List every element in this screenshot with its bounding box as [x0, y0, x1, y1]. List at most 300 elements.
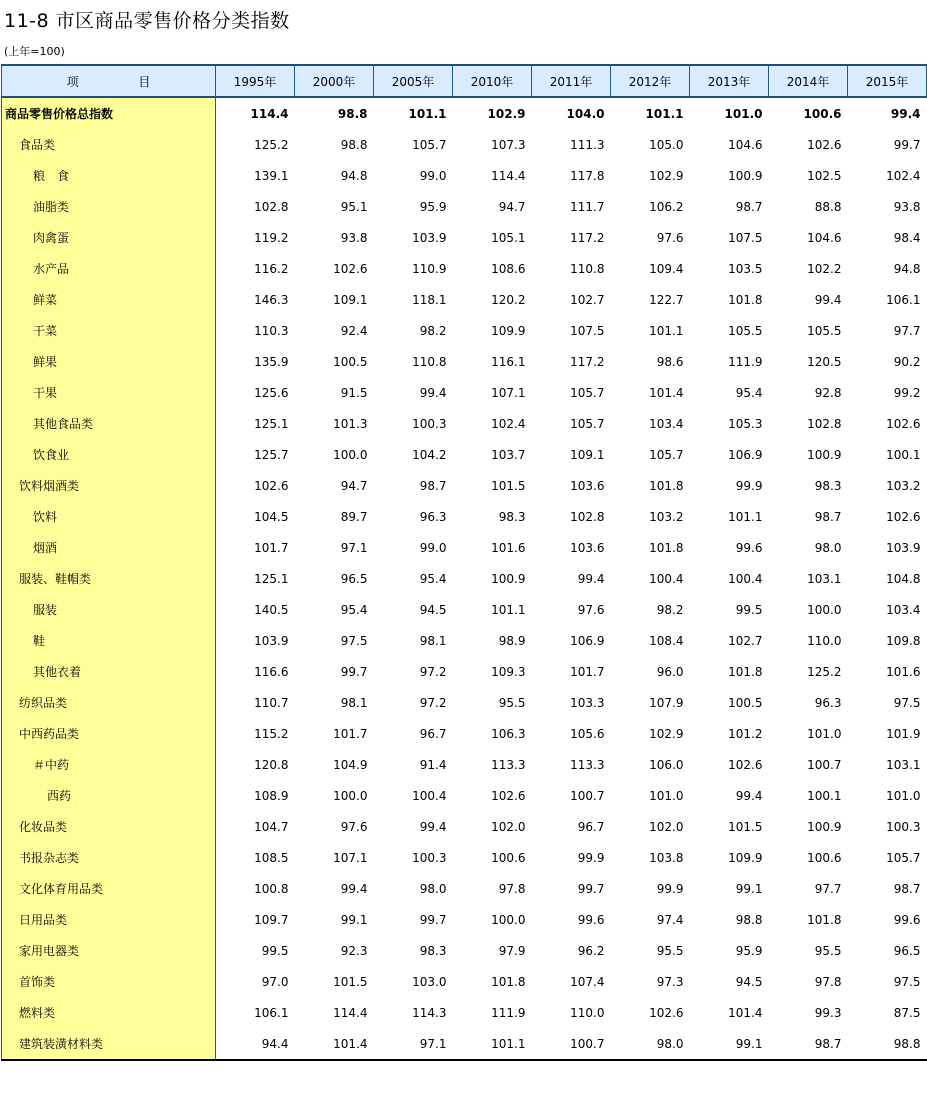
- cell-value: 107.5: [728, 230, 763, 245]
- cell-value: 119.2: [254, 230, 289, 245]
- cell-value: 110.7: [254, 695, 289, 710]
- table-row: [2, 873, 927, 904]
- cell-value: 109.4: [649, 261, 684, 276]
- cell-value: 114.4: [491, 168, 526, 183]
- cell-value: 104.8: [886, 571, 921, 586]
- cell-value: 135.9: [254, 354, 289, 369]
- cell-value: 98.7: [419, 478, 447, 493]
- cell-value: 102.2: [807, 261, 842, 276]
- table-title: 11-8 市区商品零售价格分类指数: [4, 10, 290, 32]
- cell-value: 101.9: [886, 726, 921, 741]
- cell-value: 103.9: [886, 540, 921, 555]
- cell-value: 95.9: [419, 199, 447, 214]
- cell-value: 99.4: [890, 106, 921, 121]
- cell-value: 114.3: [412, 1005, 447, 1020]
- cell-value: 107.3: [491, 137, 526, 152]
- cell-value: 100.9: [807, 447, 842, 462]
- table-row: [2, 842, 927, 873]
- cell-value: 90.2: [893, 354, 921, 369]
- cell-value: 102.6: [807, 137, 842, 152]
- cell-value: 93.8: [340, 230, 368, 245]
- table-row: [2, 439, 927, 470]
- cell-value: 97.7: [893, 323, 921, 338]
- cell-value: 110.8: [412, 354, 447, 369]
- cell-value: 125.2: [254, 137, 289, 152]
- cell-value: 101.0: [724, 106, 763, 121]
- cell-value: 98.3: [814, 478, 842, 493]
- cell-value: 92.8: [814, 385, 842, 400]
- cell-value: 99.2: [893, 385, 921, 400]
- table-row: [2, 253, 927, 284]
- cell-value: 100.0: [491, 912, 526, 927]
- cell-value: 110.9: [412, 261, 447, 276]
- table-row: [2, 160, 927, 191]
- cell-value: 95.4: [735, 385, 763, 400]
- row-label: 服装、鞋帽类: [2, 563, 216, 594]
- cell-value: 95.1: [340, 199, 368, 214]
- row-label: 家用电器类: [2, 935, 216, 966]
- cell-value: 98.2: [419, 323, 447, 338]
- cell-value: 103.7: [491, 447, 526, 462]
- cell-value: 120.2: [491, 292, 526, 307]
- cell-value: 101.8: [491, 974, 526, 989]
- row-label: 饮食业: [2, 439, 216, 470]
- table-row: [2, 625, 927, 656]
- cell-value: 99.1: [735, 881, 763, 896]
- cell-value: 100.5: [333, 354, 368, 369]
- cell-value: 94.5: [735, 974, 763, 989]
- cell-value: 99.0: [419, 540, 447, 555]
- table-row: [2, 935, 927, 966]
- cell-value: 106.9: [728, 447, 763, 462]
- cell-value: 104.7: [254, 819, 289, 834]
- cell-value: 98.4: [893, 230, 921, 245]
- cell-value: 140.5: [254, 602, 289, 617]
- row-label: 鞋: [2, 625, 216, 656]
- row-label: 燃料类: [2, 997, 216, 1028]
- cell-value: 102.6: [254, 478, 289, 493]
- cell-value: 94.8: [340, 168, 368, 183]
- cell-value: 101.0: [807, 726, 842, 741]
- cell-value: 97.1: [374, 1028, 453, 1060]
- cell-value: 95.5: [814, 943, 842, 958]
- cell-value: 95.5: [656, 943, 684, 958]
- cell-value: 101.1: [649, 323, 684, 338]
- cell-value: 98.7: [735, 199, 763, 214]
- table-row: [2, 594, 927, 625]
- row-label: ＃中药: [2, 749, 216, 780]
- cell-value: 100.5: [728, 695, 763, 710]
- cell-value: 108.5: [254, 850, 289, 865]
- cell-value: 101.4: [295, 1028, 374, 1060]
- table-row: [2, 997, 927, 1028]
- cell-value: 110.0: [807, 633, 842, 648]
- cell-value: 99.7: [893, 137, 921, 152]
- row-label: 水产品: [2, 253, 216, 284]
- cell-value: 96.5: [893, 943, 921, 958]
- table-row: [2, 532, 927, 563]
- cell-value: 101.8: [649, 478, 684, 493]
- cell-value: 101.5: [728, 819, 763, 834]
- table-row: [2, 718, 927, 749]
- cell-value: 103.3: [570, 695, 605, 710]
- cell-value: 105.7: [886, 850, 921, 865]
- cell-value: 100.8: [254, 881, 289, 896]
- cell-value: 116.6: [254, 664, 289, 679]
- table-row: [2, 501, 927, 532]
- cell-value: 101.2: [728, 726, 763, 741]
- cell-value: 94.7: [498, 199, 526, 214]
- cell-value: 109.1: [570, 447, 605, 462]
- cell-value: 98.7: [893, 881, 921, 896]
- cell-value: 98.8: [735, 912, 763, 927]
- cell-value: 105.7: [570, 416, 605, 431]
- cell-value: 116.2: [254, 261, 289, 276]
- cell-value: 99.5: [261, 943, 289, 958]
- cell-value: 125.6: [254, 385, 289, 400]
- cell-value: 100.9: [807, 819, 842, 834]
- table-row: [2, 346, 927, 377]
- cell-value: 101.8: [728, 292, 763, 307]
- cell-value: 109.7: [254, 912, 289, 927]
- cell-value: 101.1: [645, 106, 684, 121]
- cell-value: 103.9: [254, 633, 289, 648]
- cell-value: 94.7: [340, 478, 368, 493]
- cell-value: 99.9: [735, 478, 763, 493]
- cell-value: 102.7: [570, 292, 605, 307]
- cell-value: 103.5: [728, 261, 763, 276]
- cell-value: 99.4: [577, 571, 605, 586]
- cell-value: 106.2: [649, 199, 684, 214]
- cell-value: 97.2: [419, 664, 447, 679]
- cell-value: 104.6: [728, 137, 763, 152]
- cell-value: 99.6: [893, 912, 921, 927]
- cell-value: 89.7: [340, 509, 368, 524]
- cell-value: 99.7: [577, 881, 605, 896]
- cell-value: 99.4: [419, 385, 447, 400]
- cell-value: 97.6: [656, 230, 684, 245]
- cell-value: 98.3: [498, 509, 526, 524]
- cell-value: 114.4: [250, 106, 289, 121]
- table-row: [2, 191, 927, 222]
- cell-value: 104.6: [807, 230, 842, 245]
- row-label: 鲜果: [2, 346, 216, 377]
- cell-value: 101.3: [333, 416, 368, 431]
- cell-value: 120.5: [807, 354, 842, 369]
- cell-value: 88.8: [814, 199, 842, 214]
- cell-value: 98.1: [419, 633, 447, 648]
- cell-value: 99.6: [577, 912, 605, 927]
- header-year: 2010年: [453, 65, 532, 97]
- table-row: [2, 129, 927, 160]
- cell-value: 101.1: [728, 509, 763, 524]
- table-row: [2, 284, 927, 315]
- row-label: 服装: [2, 594, 216, 625]
- cell-value: 97.1: [340, 540, 368, 555]
- cell-value: 103.4: [649, 416, 684, 431]
- cell-value: 96.3: [419, 509, 447, 524]
- cell-value: 100.0: [807, 602, 842, 617]
- cell-value: 118.1: [412, 292, 447, 307]
- cell-value: 102.4: [886, 168, 921, 183]
- cell-value: 95.9: [735, 943, 763, 958]
- cell-value: 105.3: [728, 416, 763, 431]
- cell-value: 109.9: [491, 323, 526, 338]
- header-year: 2013年: [690, 65, 769, 97]
- cell-value: 102.9: [649, 168, 684, 183]
- row-label: 化妆品类: [2, 811, 216, 842]
- table-row: [2, 563, 927, 594]
- table-row: [2, 687, 927, 718]
- cell-value: 105.5: [728, 323, 763, 338]
- cell-value: 99.6: [735, 540, 763, 555]
- cell-value: 97.0: [261, 974, 289, 989]
- cell-value: 108.9: [254, 788, 289, 803]
- cell-value: 111.7: [570, 199, 605, 214]
- row-label: 日用品类: [2, 904, 216, 935]
- cell-value: 100.3: [886, 819, 921, 834]
- cell-value: 108.4: [649, 633, 684, 648]
- cell-value: 100.1: [807, 788, 842, 803]
- cell-value: 105.6: [570, 726, 605, 741]
- cell-value: 98.0: [419, 881, 447, 896]
- row-label: 鲜菜: [2, 284, 216, 315]
- cell-value: 101.4: [649, 385, 684, 400]
- cell-value: 107.4: [570, 974, 605, 989]
- table-row: [2, 904, 927, 935]
- table-row: [2, 222, 927, 253]
- cell-value: 98.6: [656, 354, 684, 369]
- cell-value: 99.1: [690, 1028, 769, 1060]
- header-item: 项 目: [2, 65, 216, 97]
- cell-value: 100.6: [803, 106, 842, 121]
- row-label: 建筑装潢材料类: [2, 1028, 216, 1060]
- row-label: 中西药品类: [2, 718, 216, 749]
- cell-value: 107.1: [333, 850, 368, 865]
- cell-value: 102.8: [254, 199, 289, 214]
- table-row: [2, 315, 927, 346]
- cell-value: 97.5: [893, 695, 921, 710]
- cell-value: 100.6: [807, 850, 842, 865]
- cell-value: 117.8: [570, 168, 605, 183]
- header-year: 2012年: [611, 65, 690, 97]
- cell-value: 96.2: [577, 943, 605, 958]
- cell-value: 103.8: [649, 850, 684, 865]
- cell-value: 109.8: [886, 633, 921, 648]
- cell-value: 100.7: [570, 788, 605, 803]
- cell-value: 101.7: [254, 540, 289, 555]
- cell-value: 113.3: [570, 757, 605, 772]
- cell-value: 98.0: [611, 1028, 690, 1060]
- cell-value: 107.1: [491, 385, 526, 400]
- cell-value: 102.6: [649, 1005, 684, 1020]
- cell-value: 102.0: [649, 819, 684, 834]
- row-label: 纺织品类: [2, 687, 216, 718]
- cell-value: 105.7: [649, 447, 684, 462]
- row-label: 饮料烟酒类: [2, 470, 216, 501]
- header-year: 2014年: [769, 65, 848, 97]
- table-row: [2, 749, 927, 780]
- cell-value: 96.3: [814, 695, 842, 710]
- cell-value: 101.6: [491, 540, 526, 555]
- row-label: 油脂类: [2, 191, 216, 222]
- cell-value: 110.8: [570, 261, 605, 276]
- cell-value: 101.7: [570, 664, 605, 679]
- cell-value: 105.5: [807, 323, 842, 338]
- cell-value: 114.4: [333, 1005, 368, 1020]
- cell-value: 93.8: [893, 199, 921, 214]
- cell-value: 102.6: [333, 261, 368, 276]
- cell-value: 94.8: [893, 261, 921, 276]
- table-row: [2, 97, 927, 129]
- header-year: 1995年: [216, 65, 295, 97]
- table-row: [2, 966, 927, 997]
- cell-value: 99.9: [577, 850, 605, 865]
- table-body: [2, 97, 927, 1060]
- header-year: 2000年: [295, 65, 374, 97]
- table-row: [2, 408, 927, 439]
- cell-value: 111.9: [491, 1005, 526, 1020]
- row-label: 干果: [2, 377, 216, 408]
- cell-value: 100.3: [412, 850, 447, 865]
- cell-value: 102.6: [728, 757, 763, 772]
- cell-value: 97.8: [498, 881, 526, 896]
- cell-value: 101.8: [807, 912, 842, 927]
- cell-value: 95.5: [498, 695, 526, 710]
- cell-value: 100.9: [491, 571, 526, 586]
- cell-value: 96.7: [419, 726, 447, 741]
- cell-value: 100.7: [807, 757, 842, 772]
- cell-value: 97.6: [577, 602, 605, 617]
- cell-value: 99.0: [419, 168, 447, 183]
- cell-value: 108.6: [491, 261, 526, 276]
- cell-value: 111.9: [728, 354, 763, 369]
- cell-value: 106.0: [649, 757, 684, 772]
- cell-value: 107.9: [649, 695, 684, 710]
- row-label: 书报杂志类: [2, 842, 216, 873]
- cell-value: 101.8: [728, 664, 763, 679]
- cell-value: 120.8: [254, 757, 289, 772]
- cell-value: 103.9: [412, 230, 447, 245]
- cell-value: 104.5: [254, 509, 289, 524]
- row-label: 西药: [2, 780, 216, 811]
- cell-value: 96.5: [340, 571, 368, 586]
- cell-value: 99.3: [814, 1005, 842, 1020]
- cell-value: 103.1: [807, 571, 842, 586]
- cell-value: 102.9: [649, 726, 684, 741]
- cell-value: 105.7: [570, 385, 605, 400]
- cell-value: 99.7: [340, 664, 368, 679]
- cell-value: 97.5: [340, 633, 368, 648]
- cell-value: 110.0: [570, 1005, 605, 1020]
- cell-value: 100.0: [333, 447, 368, 462]
- cell-value: 101.8: [649, 540, 684, 555]
- cell-value: 125.1: [254, 416, 289, 431]
- cell-value: 103.6: [570, 478, 605, 493]
- cell-value: 100.7: [532, 1028, 611, 1060]
- cell-value: 99.7: [419, 912, 447, 927]
- row-label: 首饰类: [2, 966, 216, 997]
- cell-value: 101.1: [453, 1028, 532, 1060]
- cell-value: 115.2: [254, 726, 289, 741]
- cell-value: 122.7: [649, 292, 684, 307]
- cell-value: 95.4: [419, 571, 447, 586]
- cell-value: 103.4: [886, 602, 921, 617]
- cell-value: 110.3: [254, 323, 289, 338]
- cell-value: 102.7: [728, 633, 763, 648]
- cell-value: 106.9: [570, 633, 605, 648]
- cell-value: 99.5: [735, 602, 763, 617]
- cell-value: 97.5: [893, 974, 921, 989]
- cell-value: 100.9: [728, 168, 763, 183]
- cell-value: 102.8: [570, 509, 605, 524]
- cell-value: 99.4: [340, 881, 368, 896]
- cell-value: 100.4: [412, 788, 447, 803]
- cell-value: 101.0: [649, 788, 684, 803]
- cell-value: 98.3: [419, 943, 447, 958]
- cell-value: 87.5: [893, 1005, 921, 1020]
- cell-value: 92.4: [340, 323, 368, 338]
- row-label: 其他衣着: [2, 656, 216, 687]
- cell-value: 105.0: [649, 137, 684, 152]
- cell-value: 101.1: [491, 602, 526, 617]
- cell-value: 98.2: [656, 602, 684, 617]
- table-row: [2, 470, 927, 501]
- row-label: 其他食品类: [2, 408, 216, 439]
- cell-value: 97.6: [340, 819, 368, 834]
- row-label: 商品零售价格总指数: [2, 97, 216, 129]
- cell-value: 91.4: [419, 757, 447, 772]
- cell-value: 106.3: [491, 726, 526, 741]
- cell-value: 96.7: [577, 819, 605, 834]
- cell-value: 101.0: [886, 788, 921, 803]
- header-row: [2, 65, 927, 97]
- cell-value: 102.6: [886, 509, 921, 524]
- cell-value: 98.1: [340, 695, 368, 710]
- cell-value: 109.9: [728, 850, 763, 865]
- cell-value: 146.3: [254, 292, 289, 307]
- cell-value: 102.4: [491, 416, 526, 431]
- cell-value: 125.2: [807, 664, 842, 679]
- cell-value: 94.5: [419, 602, 447, 617]
- cell-value: 117.2: [570, 354, 605, 369]
- cell-value: 103.2: [886, 478, 921, 493]
- cell-value: 101.6: [886, 664, 921, 679]
- cell-value: 99.4: [814, 292, 842, 307]
- cell-value: 97.7: [814, 881, 842, 896]
- cell-value: 105.1: [491, 230, 526, 245]
- row-label: 干菜: [2, 315, 216, 346]
- table-row: [2, 780, 927, 811]
- cell-value: 98.7: [814, 509, 842, 524]
- row-label: 食品类: [2, 129, 216, 160]
- cell-value: 103.0: [412, 974, 447, 989]
- cell-value: 98.8: [337, 106, 368, 121]
- cell-value: 102.5: [807, 168, 842, 183]
- cell-value: 98.0: [814, 540, 842, 555]
- cell-value: 125.1: [254, 571, 289, 586]
- cell-value: 98.8: [340, 137, 368, 152]
- cell-value: 102.9: [487, 106, 526, 121]
- cell-value: 104.2: [412, 447, 447, 462]
- cell-value: 95.4: [340, 602, 368, 617]
- cell-value: 100.3: [412, 416, 447, 431]
- cell-value: 116.1: [491, 354, 526, 369]
- table-row: [2, 1028, 927, 1060]
- cell-value: 98.7: [769, 1028, 848, 1060]
- cell-value: 101.5: [333, 974, 368, 989]
- cell-value: 97.3: [656, 974, 684, 989]
